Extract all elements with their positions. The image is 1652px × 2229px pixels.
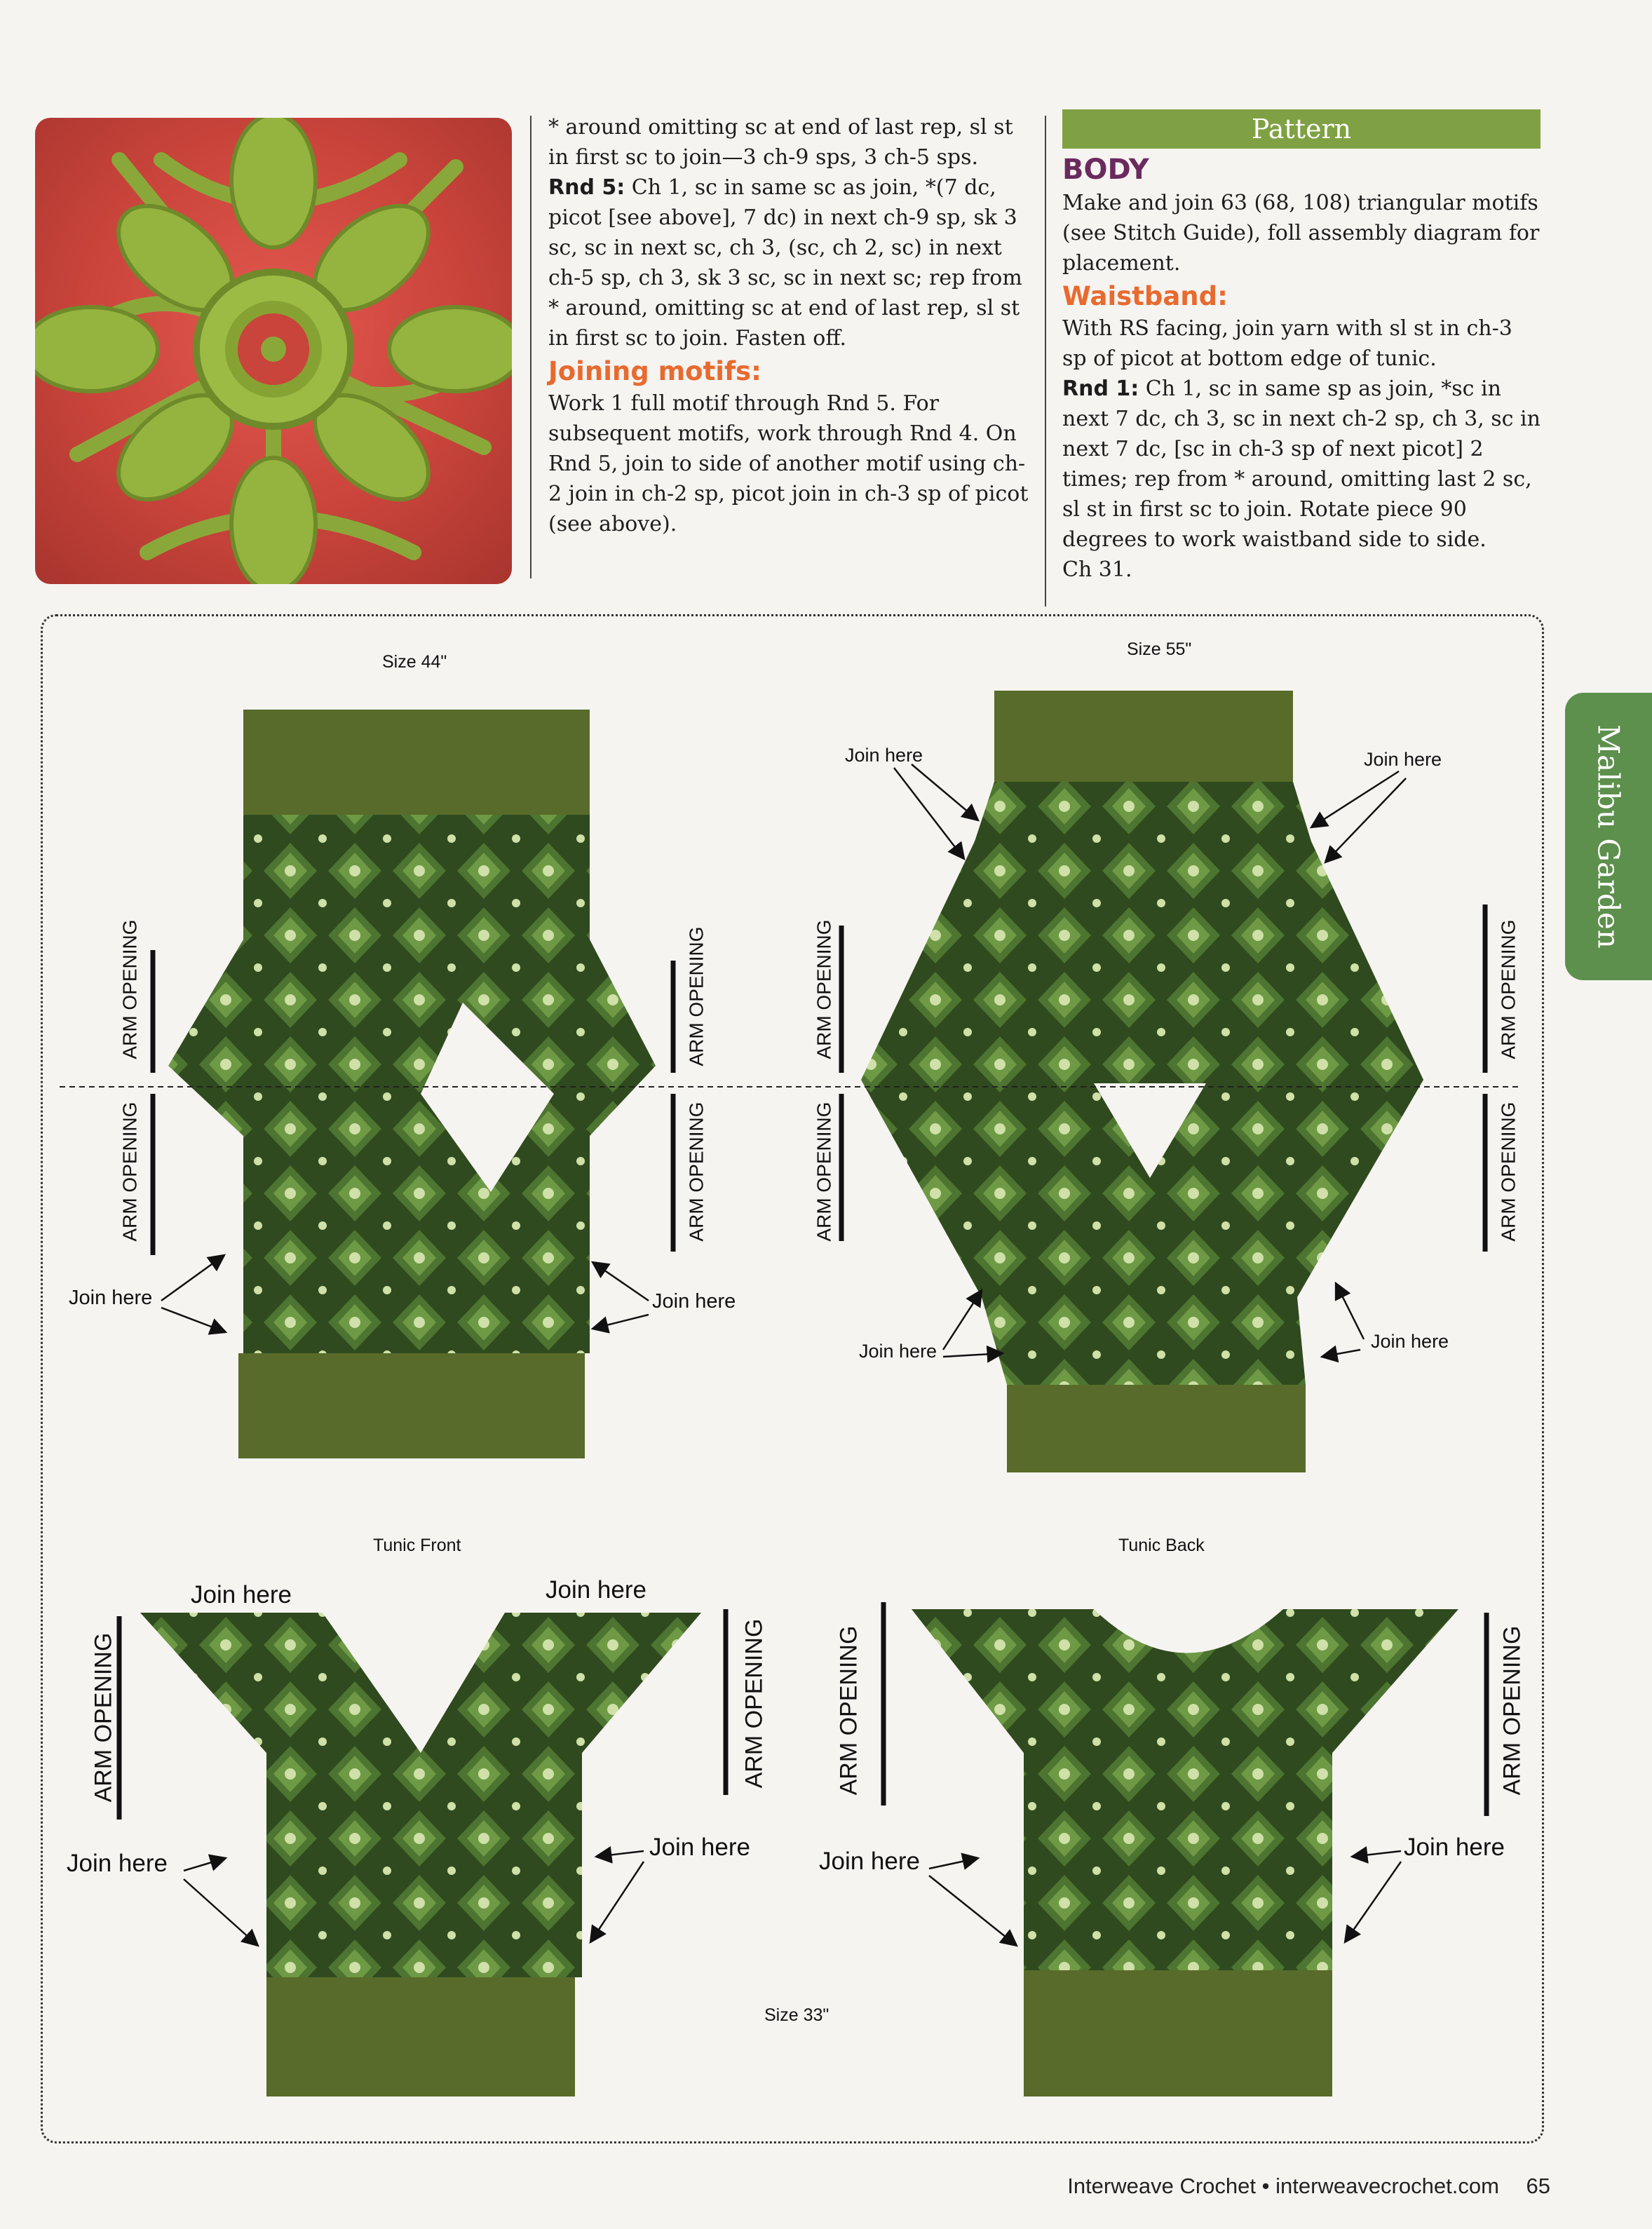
arm-opening-label: ARM OPENING	[685, 1102, 707, 1242]
size-55-label: Size 55"	[1127, 639, 1192, 659]
footer-url: interweavecrochet.com	[1275, 2174, 1499, 2198]
page-footer	[1067, 2174, 1550, 2199]
size-33-back-diagram	[912, 1609, 1458, 2096]
ch31-text: Ch 31.	[1062, 557, 1132, 582]
waistband-heading: Waistband:	[1062, 281, 1228, 311]
join-here-label: Join here	[69, 1287, 153, 1309]
bottom-band	[1024, 1970, 1332, 2096]
arm-opening-label: ARM OPENING	[119, 919, 141, 1059]
arm-opening-label: ARM OPENING	[1498, 1625, 1526, 1796]
rnd1-label: Rnd 1:	[1062, 377, 1139, 401]
join-here-label: Join here	[1404, 1834, 1505, 1861]
join-here-label: Join here	[649, 1834, 750, 1861]
side-tab-label: Malibu Garden	[1591, 724, 1626, 949]
join-here-label: Join here	[819, 1848, 920, 1875]
arm-opening-label: ARM OPENING	[813, 919, 835, 1059]
body-text: Make and join 63 (68, 108) triangular motifs (see Stitch Guide), foll assembly diagram for placement.	[1062, 191, 1540, 276]
waistband-text: With RS facing, join yarn with sl st in ch-3 sp of picot at bottom edge of tunic.	[1062, 316, 1512, 371]
arm-opening-label: ARM OPENING	[90, 1632, 117, 1803]
join-here-label: Join here	[67, 1850, 168, 1877]
rnd5-label: Rnd 5:	[548, 175, 625, 200]
motif-body	[140, 1613, 701, 1977]
motif-body	[168, 815, 656, 1353]
pattern-header-bar: Pattern	[1062, 109, 1541, 149]
arm-opening-label: ARM OPENING	[119, 1102, 141, 1242]
joining-motifs-text: Work 1 full motif through Rnd 5. For subsequent motifs, work through Rnd 4. On Rnd 5, join to side of another motif using ch-2 join in ch-2 sp, picot join in ch-3 sp of picot (see above).	[548, 391, 1029, 536]
motif-body	[912, 1609, 1458, 1970]
rnd1-text: Ch 1, sc in same sp as join, *sc in next 7 dc, ch 3, sc in next ch-2 sp, ch 3, sc in next 7 dc, [sc in ch-3 sp of next picot] 2 times; rep from * around, omitting last 2 sc, sl st in first sc to join. Rotate piece 90 degrees to work waistband side to side.	[1062, 377, 1541, 552]
joining-motifs-heading: Joining motifs:	[548, 356, 761, 386]
tunic-front-label: Tunic Front	[373, 1536, 461, 1555]
size-44-diagram	[168, 710, 656, 1458]
bottom-band	[238, 1353, 585, 1458]
page-number: 65	[1526, 2174, 1550, 2198]
size-33-label: Size 33"	[764, 2005, 830, 2025]
arm-opening-label: ARM OPENING	[835, 1625, 862, 1796]
size-44-label: Size 44"	[382, 652, 447, 672]
join-here-label: Join here	[1364, 749, 1442, 770]
arm-opening-label: ARM OPENING	[1497, 1102, 1519, 1242]
tunic-back-label: Tunic Back	[1118, 1536, 1205, 1555]
top-band	[243, 710, 590, 815]
join-here-label: Join here	[191, 1581, 292, 1608]
rnd5-text: Ch 1, sc in same sc as join, *(7 dc, picot [see above], 7 dc) in next ch-9 sp, sk 3 sc, sc in next sc, ch 3, (sc, ch 2, sc) in next ch-5 sp, ch 3, sk 3 sc, sc in next sc; rep from * around, omitting sc at end of last rep, sl st in first sc to join. Fasten off.	[548, 175, 1022, 351]
arm-opening-label: ARM OPENING	[813, 1102, 835, 1242]
join-here-label: Join here	[845, 745, 923, 766]
join-here-label: Join here	[1371, 1331, 1449, 1352]
size-55-diagram	[861, 691, 1423, 1472]
bottom-band	[266, 1977, 575, 2096]
bottom-band	[1007, 1385, 1306, 1472]
arm-opening-label: ARM OPENING	[740, 1618, 768, 1789]
join-here-label: Join here	[652, 1290, 736, 1313]
join-here-label: Join here	[546, 1576, 646, 1604]
arm-opening-label: ARM OPENING	[685, 926, 707, 1066]
top-band	[994, 691, 1293, 782]
join-here-label: Join here	[859, 1341, 937, 1362]
footer-magazine: Interweave Crochet	[1067, 2174, 1257, 2198]
body-heading: BODY	[1062, 154, 1149, 186]
text-paragraph: * around omitting sc at end of last rep, sl st in first sc to join—3 ch-9 sps, 3 ch-5 sps.	[548, 115, 1013, 170]
arm-opening-label: ARM OPENING	[1497, 919, 1519, 1059]
footer-bullet: •	[1261, 2174, 1270, 2198]
